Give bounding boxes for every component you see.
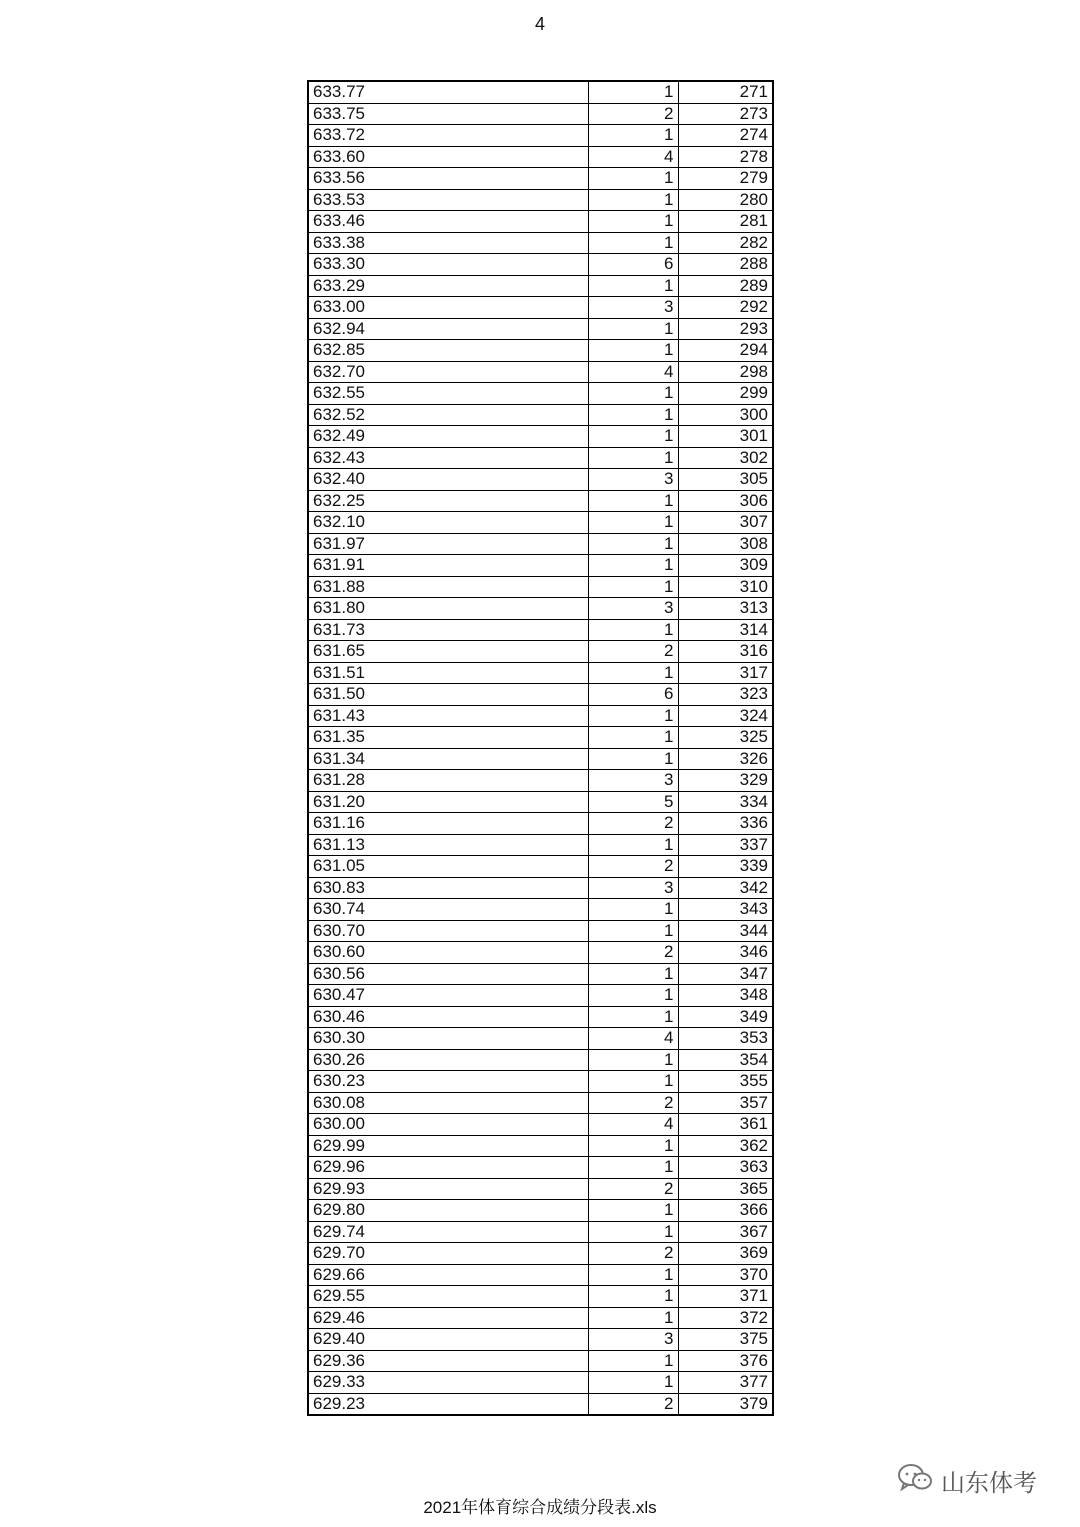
table-row — [308, 877, 773, 899]
table-row — [308, 447, 773, 469]
cell-count: 3 — [588, 770, 678, 792]
cell-count: 1 — [588, 920, 678, 942]
cell-score: 631.51 — [308, 662, 588, 684]
table-row — [308, 1071, 773, 1093]
table-row — [308, 1006, 773, 1028]
cell-count: 1 — [588, 81, 678, 103]
cell-score: 629.66 — [308, 1264, 588, 1286]
table-row — [308, 211, 773, 233]
table-row — [308, 361, 773, 383]
table-row — [308, 727, 773, 749]
cell-score: 631.35 — [308, 727, 588, 749]
cell-cumulative: 292 — [678, 297, 773, 319]
wechat-icon — [897, 1462, 933, 1499]
cell-score: 630.83 — [308, 877, 588, 899]
cell-cumulative: 288 — [678, 254, 773, 276]
table-row — [308, 533, 773, 555]
cell-score: 629.93 — [308, 1178, 588, 1200]
cell-cumulative: 306 — [678, 490, 773, 512]
cell-cumulative: 339 — [678, 856, 773, 878]
cell-count: 3 — [588, 1329, 678, 1351]
cell-cumulative: 342 — [678, 877, 773, 899]
cell-cumulative: 349 — [678, 1006, 773, 1028]
cell-score: 631.88 — [308, 576, 588, 598]
watermark — [897, 1460, 1037, 1500]
cell-count: 2 — [588, 1243, 678, 1265]
cell-score: 633.72 — [308, 125, 588, 147]
cell-count: 1 — [588, 1286, 678, 1308]
cell-score: 632.10 — [308, 512, 588, 534]
cell-count: 1 — [588, 727, 678, 749]
cell-score: 631.91 — [308, 555, 588, 577]
cell-score: 633.46 — [308, 211, 588, 233]
score-table — [307, 80, 774, 1416]
cell-cumulative: 369 — [678, 1243, 773, 1265]
cell-cumulative: 354 — [678, 1049, 773, 1071]
table-row — [308, 662, 773, 684]
cell-score: 629.23 — [308, 1393, 588, 1415]
cell-cumulative: 347 — [678, 963, 773, 985]
cell-score: 632.94 — [308, 318, 588, 340]
cell-score: 633.38 — [308, 232, 588, 254]
table-row — [308, 1329, 773, 1351]
table-row — [308, 383, 773, 405]
cell-score: 630.46 — [308, 1006, 588, 1028]
cell-score: 633.75 — [308, 103, 588, 125]
cell-cumulative: 302 — [678, 447, 773, 469]
table-row — [308, 404, 773, 426]
cell-count: 1 — [588, 211, 678, 233]
table-row — [308, 1286, 773, 1308]
cell-count: 3 — [588, 877, 678, 899]
cell-cumulative: 366 — [678, 1200, 773, 1222]
table-row — [308, 856, 773, 878]
cell-cumulative: 316 — [678, 641, 773, 663]
cell-score: 629.74 — [308, 1221, 588, 1243]
cell-score: 629.55 — [308, 1286, 588, 1308]
cell-count: 1 — [588, 383, 678, 405]
cell-score: 629.99 — [308, 1135, 588, 1157]
table-row — [308, 1372, 773, 1394]
table-row — [308, 168, 773, 190]
table-row — [308, 598, 773, 620]
cell-cumulative: 325 — [678, 727, 773, 749]
cell-score: 631.34 — [308, 748, 588, 770]
table-row — [308, 1307, 773, 1329]
table-row — [308, 146, 773, 168]
cell-score: 631.20 — [308, 791, 588, 813]
cell-count: 1 — [588, 275, 678, 297]
cell-count: 6 — [588, 254, 678, 276]
cell-score: 633.29 — [308, 275, 588, 297]
table-row — [308, 103, 773, 125]
table-row — [308, 1157, 773, 1179]
cell-cumulative: 308 — [678, 533, 773, 555]
cell-count: 2 — [588, 813, 678, 835]
cell-count: 1 — [588, 899, 678, 921]
table-row — [308, 232, 773, 254]
table-row — [308, 469, 773, 491]
cell-score: 631.16 — [308, 813, 588, 835]
cell-score: 633.00 — [308, 297, 588, 319]
cell-cumulative: 274 — [678, 125, 773, 147]
cell-count: 2 — [588, 942, 678, 964]
cell-score: 632.52 — [308, 404, 588, 426]
cell-score: 631.73 — [308, 619, 588, 641]
table-row — [308, 1135, 773, 1157]
table-row — [308, 490, 773, 512]
cell-cumulative: 294 — [678, 340, 773, 362]
cell-cumulative: 271 — [678, 81, 773, 103]
cell-cumulative: 343 — [678, 899, 773, 921]
cell-score: 632.49 — [308, 426, 588, 448]
cell-count: 2 — [588, 103, 678, 125]
cell-count: 4 — [588, 1114, 678, 1136]
cell-score: 631.13 — [308, 834, 588, 856]
cell-cumulative: 362 — [678, 1135, 773, 1157]
cell-cumulative: 317 — [678, 662, 773, 684]
cell-cumulative: 329 — [678, 770, 773, 792]
cell-count: 3 — [588, 297, 678, 319]
cell-score: 631.28 — [308, 770, 588, 792]
cell-count: 1 — [588, 1200, 678, 1222]
table-row — [308, 555, 773, 577]
cell-cumulative: 355 — [678, 1071, 773, 1093]
cell-count: 4 — [588, 146, 678, 168]
cell-cumulative: 361 — [678, 1114, 773, 1136]
cell-score: 629.70 — [308, 1243, 588, 1265]
cell-cumulative: 300 — [678, 404, 773, 426]
cell-count: 1 — [588, 1221, 678, 1243]
cell-score: 629.46 — [308, 1307, 588, 1329]
cell-score: 629.36 — [308, 1350, 588, 1372]
cell-score: 630.56 — [308, 963, 588, 985]
cell-cumulative: 279 — [678, 168, 773, 190]
cell-cumulative: 370 — [678, 1264, 773, 1286]
table-row — [308, 254, 773, 276]
cell-cumulative: 281 — [678, 211, 773, 233]
cell-cumulative: 344 — [678, 920, 773, 942]
cell-cumulative: 298 — [678, 361, 773, 383]
table-row — [308, 1028, 773, 1050]
table-row — [308, 189, 773, 211]
cell-score: 629.40 — [308, 1329, 588, 1351]
cell-count: 1 — [588, 189, 678, 211]
table-row — [308, 942, 773, 964]
cell-score: 632.25 — [308, 490, 588, 512]
table-row — [308, 1114, 773, 1136]
table-row — [308, 834, 773, 856]
table-row — [308, 125, 773, 147]
table-row — [308, 1178, 773, 1200]
cell-cumulative: 348 — [678, 985, 773, 1007]
table-row — [308, 641, 773, 663]
cell-count: 1 — [588, 318, 678, 340]
table-row — [308, 426, 773, 448]
cell-count: 1 — [588, 1006, 678, 1028]
cell-count: 2 — [588, 641, 678, 663]
table-row — [308, 1243, 773, 1265]
cell-score: 629.33 — [308, 1372, 588, 1394]
cell-cumulative: 305 — [678, 469, 773, 491]
cell-score: 633.56 — [308, 168, 588, 190]
cell-count: 6 — [588, 684, 678, 706]
table-row — [308, 1049, 773, 1071]
cell-cumulative: 278 — [678, 146, 773, 168]
cell-score: 630.26 — [308, 1049, 588, 1071]
cell-score: 631.80 — [308, 598, 588, 620]
cell-score: 632.55 — [308, 383, 588, 405]
cell-score: 633.77 — [308, 81, 588, 103]
cell-count: 1 — [588, 1049, 678, 1071]
cell-score: 631.50 — [308, 684, 588, 706]
footer-filename: 2021年体育综合成绩分段表.xls — [423, 1498, 657, 1517]
cell-score: 631.05 — [308, 856, 588, 878]
cell-score: 632.70 — [308, 361, 588, 383]
cell-count: 1 — [588, 447, 678, 469]
table-row — [308, 318, 773, 340]
cell-score: 630.00 — [308, 1114, 588, 1136]
cell-count: 1 — [588, 1264, 678, 1286]
table-row — [308, 576, 773, 598]
cell-count: 1 — [588, 1157, 678, 1179]
table-row — [308, 791, 773, 813]
page-number: 4 — [534, 14, 545, 34]
table-body — [308, 81, 773, 1415]
table-row — [308, 963, 773, 985]
table-row — [308, 1092, 773, 1114]
cell-cumulative: 299 — [678, 383, 773, 405]
table-row — [308, 684, 773, 706]
cell-cumulative: 280 — [678, 189, 773, 211]
cell-cumulative: 367 — [678, 1221, 773, 1243]
cell-score: 632.43 — [308, 447, 588, 469]
cell-count: 1 — [588, 232, 678, 254]
cell-count: 1 — [588, 1307, 678, 1329]
cell-count: 1 — [588, 404, 678, 426]
cell-score: 629.96 — [308, 1157, 588, 1179]
table-row — [308, 1221, 773, 1243]
cell-score: 633.30 — [308, 254, 588, 276]
table-row — [308, 748, 773, 770]
cell-count: 1 — [588, 426, 678, 448]
cell-count: 1 — [588, 662, 678, 684]
cell-score: 630.30 — [308, 1028, 588, 1050]
cell-cumulative: 365 — [678, 1178, 773, 1200]
cell-cumulative: 310 — [678, 576, 773, 598]
cell-count: 1 — [588, 1071, 678, 1093]
table-row — [308, 899, 773, 921]
cell-count: 1 — [588, 168, 678, 190]
cell-count: 4 — [588, 1028, 678, 1050]
cell-score: 631.97 — [308, 533, 588, 555]
cell-cumulative: 273 — [678, 103, 773, 125]
table-row — [308, 340, 773, 362]
cell-count: 1 — [588, 340, 678, 362]
table-row — [308, 705, 773, 727]
cell-score: 630.60 — [308, 942, 588, 964]
cell-score: 633.60 — [308, 146, 588, 168]
cell-score: 630.47 — [308, 985, 588, 1007]
cell-count: 1 — [588, 490, 678, 512]
cell-cumulative: 376 — [678, 1350, 773, 1372]
cell-cumulative: 309 — [678, 555, 773, 577]
cell-score: 631.43 — [308, 705, 588, 727]
table-row — [308, 920, 773, 942]
cell-cumulative: 377 — [678, 1372, 773, 1394]
table-row — [308, 1393, 773, 1415]
cell-score: 632.85 — [308, 340, 588, 362]
cell-score: 630.08 — [308, 1092, 588, 1114]
cell-cumulative: 313 — [678, 598, 773, 620]
cell-cumulative: 379 — [678, 1393, 773, 1415]
cell-cumulative: 289 — [678, 275, 773, 297]
table-row — [308, 1264, 773, 1286]
table-row — [308, 770, 773, 792]
table-row — [308, 81, 773, 103]
cell-count: 1 — [588, 1135, 678, 1157]
cell-cumulative: 357 — [678, 1092, 773, 1114]
table-row — [308, 512, 773, 534]
table-row — [308, 1350, 773, 1372]
cell-cumulative: 326 — [678, 748, 773, 770]
cell-count: 4 — [588, 361, 678, 383]
cell-cumulative: 363 — [678, 1157, 773, 1179]
cell-score: 633.53 — [308, 189, 588, 211]
cell-score: 629.80 — [308, 1200, 588, 1222]
cell-count: 1 — [588, 705, 678, 727]
cell-cumulative: 371 — [678, 1286, 773, 1308]
cell-cumulative: 353 — [678, 1028, 773, 1050]
cell-score: 630.23 — [308, 1071, 588, 1093]
table-row — [308, 619, 773, 641]
cell-count: 1 — [588, 963, 678, 985]
cell-cumulative: 336 — [678, 813, 773, 835]
cell-count: 1 — [588, 834, 678, 856]
cell-count: 2 — [588, 1092, 678, 1114]
cell-score: 630.70 — [308, 920, 588, 942]
cell-count: 2 — [588, 856, 678, 878]
cell-cumulative: 334 — [678, 791, 773, 813]
table-row — [308, 985, 773, 1007]
cell-count: 1 — [588, 1350, 678, 1372]
cell-count: 1 — [588, 555, 678, 577]
cell-count: 1 — [588, 619, 678, 641]
cell-cumulative: 307 — [678, 512, 773, 534]
cell-cumulative: 293 — [678, 318, 773, 340]
cell-count: 3 — [588, 469, 678, 491]
cell-cumulative: 301 — [678, 426, 773, 448]
cell-cumulative: 346 — [678, 942, 773, 964]
cell-cumulative: 324 — [678, 705, 773, 727]
cell-cumulative: 375 — [678, 1329, 773, 1351]
cell-cumulative: 282 — [678, 232, 773, 254]
table-row — [308, 1200, 773, 1222]
cell-count: 1 — [588, 985, 678, 1007]
cell-count: 1 — [588, 1372, 678, 1394]
cell-cumulative: 323 — [678, 684, 773, 706]
cell-count: 1 — [588, 576, 678, 598]
table-row — [308, 813, 773, 835]
cell-count: 1 — [588, 748, 678, 770]
cell-count: 1 — [588, 533, 678, 555]
cell-count: 1 — [588, 125, 678, 147]
cell-score: 632.40 — [308, 469, 588, 491]
cell-count: 3 — [588, 598, 678, 620]
cell-count: 5 — [588, 791, 678, 813]
cell-count: 1 — [588, 512, 678, 534]
table-row — [308, 275, 773, 297]
cell-count: 2 — [588, 1178, 678, 1200]
cell-count: 2 — [588, 1393, 678, 1415]
cell-score: 631.65 — [308, 641, 588, 663]
cell-cumulative: 337 — [678, 834, 773, 856]
cell-cumulative: 372 — [678, 1307, 773, 1329]
watermark-text: 山东体考 — [941, 1469, 1037, 1497]
cell-cumulative: 314 — [678, 619, 773, 641]
cell-score: 630.74 — [308, 899, 588, 921]
table-row — [308, 297, 773, 319]
